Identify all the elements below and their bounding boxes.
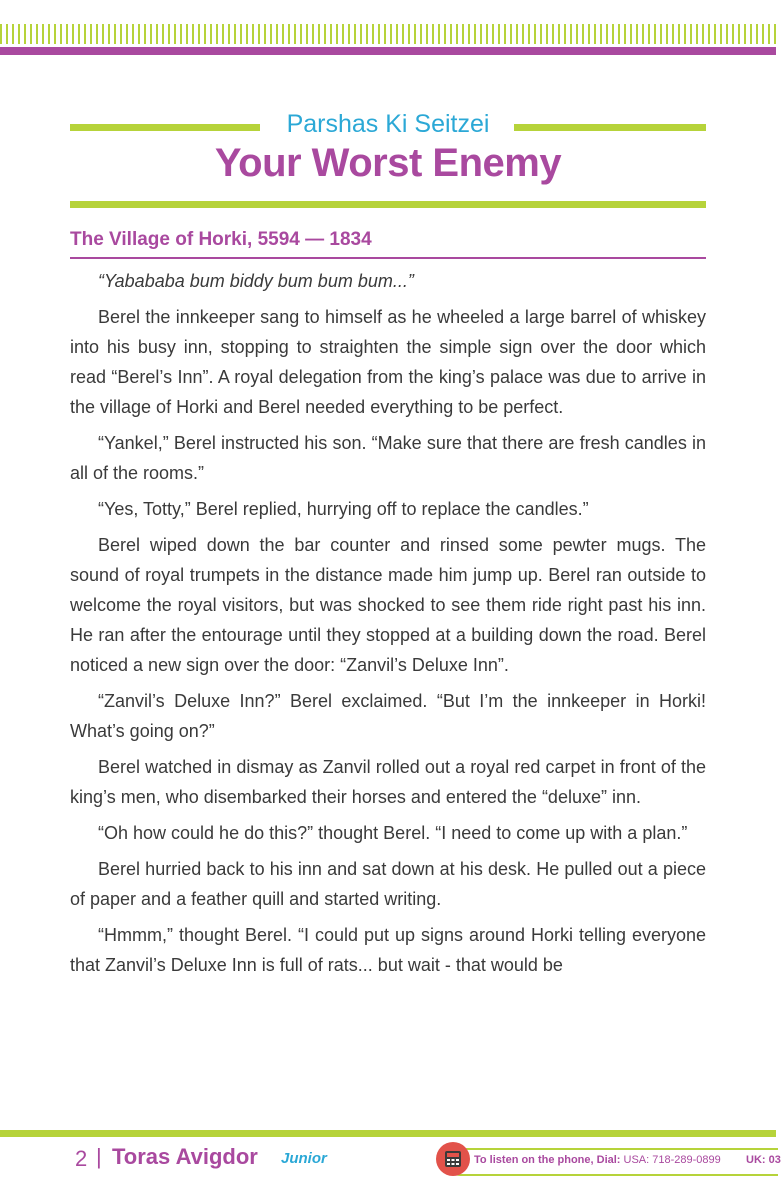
brand-name: Toras Avigdor — [112, 1144, 258, 1169]
paragraph-3: “Yankel,” Berel instructed his son. “Make sure that there are fresh candles in all of the rooms.” — [70, 433, 706, 483]
section-heading: The Village of Horki, 5594 — 1834 — [70, 229, 706, 259]
footer-separator: | — [96, 1144, 102, 1169]
page-number: 2 — [75, 1146, 88, 1171]
top-purple-band — [0, 47, 776, 55]
top-tick-border — [0, 24, 776, 44]
story-body — [70, 266, 706, 986]
phone-icon — [436, 1142, 470, 1176]
paragraph-10: “Hmmm,” thought Berel. “I could put up signs around Horki telling everyone that Zanvil’s Deluxe Inn is full of rats... but wait - that would be — [70, 925, 706, 975]
phone-dial-text — [474, 1154, 721, 1166]
parsha-subtitle: Parshas Ki Seitzei — [0, 110, 776, 139]
paragraph-5: Berel wiped down the bar counter and rinsed some pewter mugs. The sound of royal trumpets in the distance made him jump up. Berel ran outside to welcome the royal visitors, but was shocked to see them ride right past his inn. He ran after the entourage until they stopped at a building down the road. Berel noticed a new sign over the door: “Zanvil’s Deluxe Inn”. — [70, 535, 706, 675]
paragraph-8: “Oh how could he do this?” thought Berel. “I need to come up with a plan.” — [98, 823, 688, 843]
paragraph-9: Berel hurried back to his inn and sat down at his desk. He pulled out a piece of paper and a feather quill and started writing. — [70, 859, 706, 909]
title-underline-bar — [70, 201, 706, 208]
paragraph-1: “Yabababa bum biddy bum bum bum...” — [98, 271, 414, 291]
page-title: Your Worst Enemy — [214, 141, 562, 185]
paragraph-2: Berel the innkeeper sang to himself as he wheeled a large barrel of whiskey into his busy inn, stopping to straighten the simple sign over the door which read “Berel’s Inn”. A royal delegation from the king’s palace was due to arrive in the village of Horki and Berel needed everything to be perfect. — [70, 307, 706, 417]
footer-green-line — [0, 1130, 776, 1137]
paragraph-6: “Zanvil’s Deluxe Inn?” Berel exclaimed. “But I’m the innkeeper in Horki! What’s going on?” — [70, 691, 706, 741]
brand-junior: Junior — [281, 1150, 327, 1167]
paragraph-7: Berel watched in dismay as Zanvil rolled out a royal red carpet in front of the king’s men, who disembarked their horses and entered the “deluxe” inn. — [70, 757, 706, 807]
phone-uk: UK: 03 — [746, 1154, 781, 1166]
paragraph-4: “Yes, Totty,” Berel replied, hurrying off to replace the candles.” — [98, 499, 589, 519]
phone-label: To listen on the phone, Dial: — [474, 1154, 621, 1166]
phone-usa: USA: 718-289-0899 — [623, 1154, 721, 1166]
